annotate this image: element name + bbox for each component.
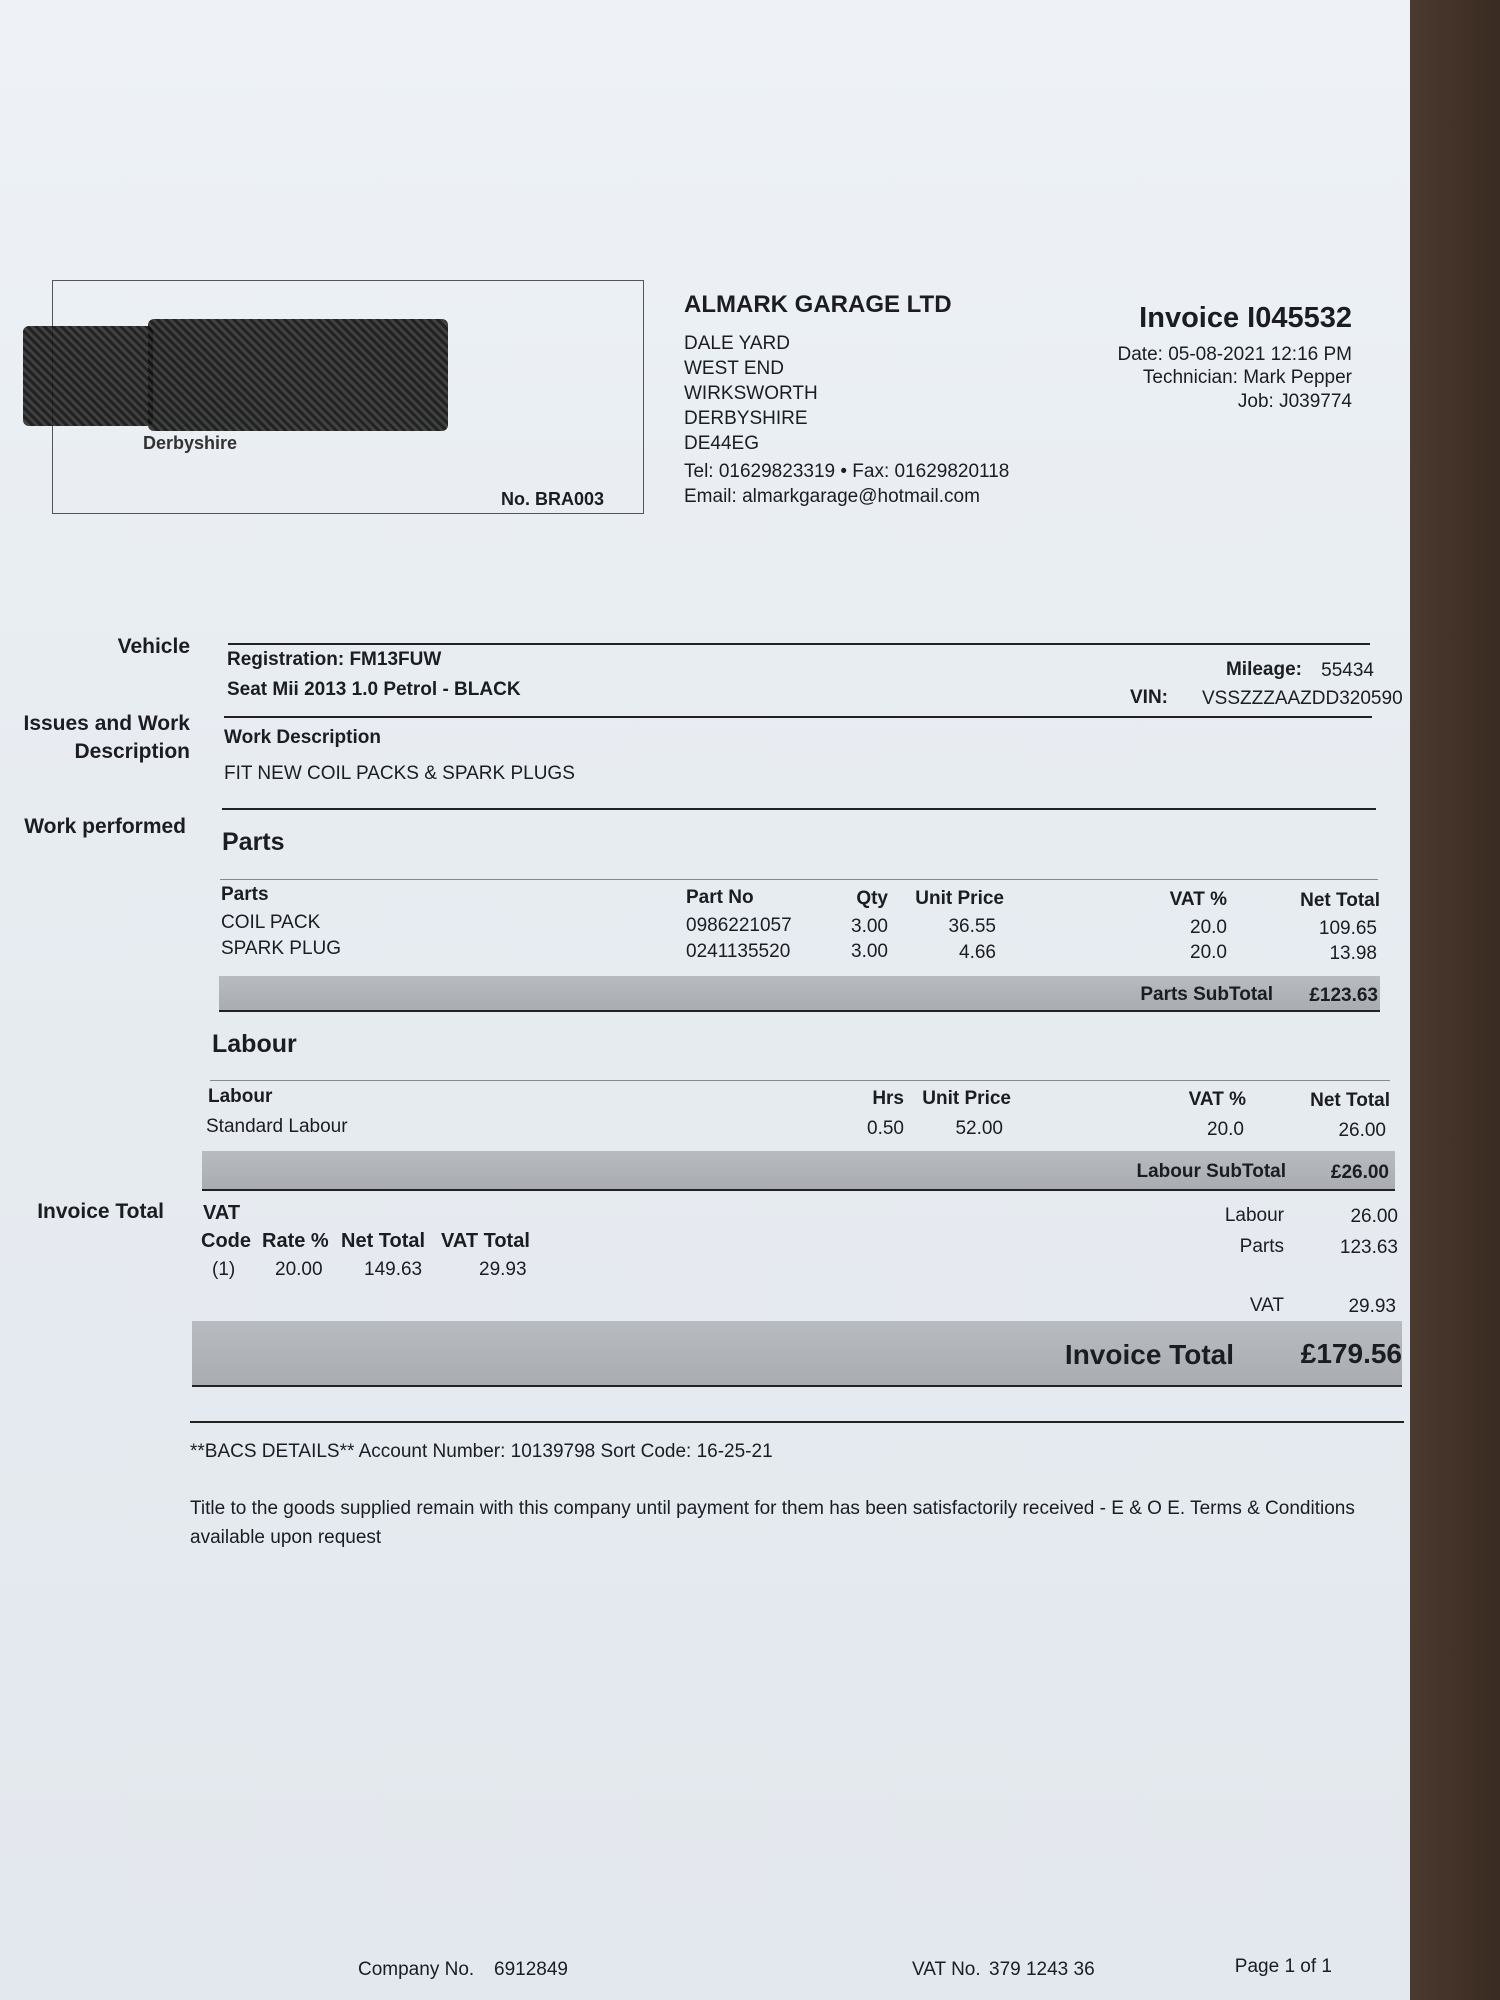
vat-number-label: VAT No.	[912, 1959, 981, 1980]
vat-table-net-header: Net Total	[341, 1230, 426, 1252]
labour-row-1-hrs: 0.50	[867, 1118, 904, 1139]
customer-address-box	[52, 280, 644, 514]
page-number: Page 1 of 1	[1234, 1956, 1332, 1977]
work-description-heading: Work Description	[224, 727, 381, 748]
parts-row-2-net: 13.98	[1329, 943, 1377, 964]
parts-section-title: Parts	[222, 828, 285, 856]
labour-subtotal-label: Labour SubTotal	[1136, 1161, 1286, 1182]
company-number: 6912849	[494, 1959, 568, 1980]
parts-row-1-net: 109.65	[1318, 918, 1377, 939]
parts-row-1-unit-price: 36.55	[948, 916, 996, 937]
vat-table-vat-total-header: VAT Total	[441, 1230, 530, 1252]
customer-county: Derbyshire	[143, 433, 238, 453]
label-work-performed: Work performed	[24, 815, 186, 838]
company-address-line-2: WEST END	[684, 358, 784, 379]
labour-col-net: Net Total	[1310, 1090, 1390, 1111]
work-bottom-rule	[222, 808, 1376, 810]
vehicle-bottom-rule	[224, 716, 1372, 718]
parts-row-2-vat: 20.0	[1190, 942, 1227, 963]
parts-col-net: Net Total	[1300, 890, 1380, 911]
vat-table-code-header: Code	[201, 1230, 251, 1252]
labour-col-name: Labour	[208, 1086, 273, 1107]
company-number-label: Company No.	[358, 1959, 475, 1980]
parts-col-name: Parts	[221, 884, 269, 905]
label-invoice-total: Invoice Total	[37, 1200, 164, 1223]
vat-table-rate-header: Rate %	[262, 1230, 329, 1252]
company-address-line-3: WIRKSWORTH	[684, 383, 818, 404]
label-vehicle: Vehicle	[117, 635, 190, 658]
parts-header-rule	[220, 879, 1378, 880]
vehicle-vin: VSSZZZAAZDD320590	[1202, 688, 1403, 709]
vat-number: 379 1243 36	[989, 1959, 1095, 1980]
totals-labour-label: Labour	[1224, 1205, 1284, 1226]
redacted-customer-address	[148, 319, 448, 431]
invoice-title: Invoice I045532	[1139, 302, 1352, 334]
totals-parts-label: Parts	[1239, 1236, 1284, 1257]
invoice-total-label: Invoice Total	[1064, 1339, 1234, 1370]
parts-row-1-qty: 3.00	[851, 916, 888, 937]
parts-subtotal-value: £123.63	[1309, 985, 1378, 1006]
parts-row-1-part-no: 0986221057	[686, 915, 792, 936]
vat-table-vat-total: 29.93	[479, 1259, 527, 1280]
footer-top-rule	[190, 1421, 1404, 1423]
vat-table-net: 149.63	[364, 1259, 423, 1280]
customer-account-number: No. BRA003	[501, 489, 605, 509]
vehicle-top-rule	[228, 643, 1370, 645]
company-address-line-5: DE44EG	[684, 433, 759, 454]
vehicle-registration: Registration: FM13FUW	[227, 649, 442, 670]
totals-vat-value: 29.93	[1348, 1296, 1396, 1317]
company-address-line-4: DERBYSHIRE	[684, 408, 808, 429]
redacted-customer-name	[23, 326, 153, 426]
parts-col-part-no: Part No	[686, 887, 754, 908]
parts-row-2-unit-price: 4.66	[959, 942, 996, 963]
invoice-total-value: £179.56	[1300, 1338, 1402, 1369]
vehicle-mileage: 55434	[1321, 660, 1374, 681]
vehicle-description: Seat Mii 2013 1.0 Petrol - BLACK	[227, 679, 521, 700]
vat-table-code: (1)	[212, 1259, 236, 1280]
parts-col-unit-price: Unit Price	[915, 888, 1004, 909]
parts-row-2-name: SPARK PLUG	[221, 938, 342, 959]
vat-table-rate: 20.00	[275, 1259, 323, 1280]
vehicle-vin-label: VIN:	[1130, 687, 1168, 708]
parts-subtotal-label: Parts SubTotal	[1140, 984, 1273, 1005]
label-issues: Issues and Work Description	[23, 712, 190, 763]
labour-col-hrs: Hrs	[872, 1088, 904, 1109]
invoice-technician: Technician: Mark Pepper	[1142, 367, 1352, 388]
labour-col-unit-price: Unit Price	[922, 1088, 1011, 1109]
labour-row-1-unit-price: 52.00	[955, 1118, 1003, 1139]
work-description-text: FIT NEW COIL PACKS & SPARK PLUGS	[224, 763, 575, 784]
parts-row-2-part-no: 0241135520	[686, 941, 791, 962]
labour-row-1-vat: 20.0	[1207, 1119, 1244, 1140]
totals-labour-value: 26.00	[1350, 1206, 1398, 1227]
labour-subtotal-value: £26.00	[1330, 1162, 1389, 1183]
company-phone-fax: Tel: 01629823319 • Fax: 01629820118	[684, 461, 1010, 482]
vehicle-mileage-label: Mileage:	[1225, 659, 1302, 680]
company-email: Email: almarkgarage@hotmail.com	[684, 486, 980, 507]
parts-row-1-name: COIL PACK	[221, 912, 321, 933]
parts-row-1-vat: 20.0	[1190, 917, 1227, 938]
labour-section-title: Labour	[212, 1030, 297, 1058]
bacs-details: **BACS DETAILS** Account Number: 10139798 Sort Code: 16-25-21	[190, 1441, 773, 1462]
vat-table-vat-header: VAT	[203, 1202, 241, 1224]
labour-row-1-net: 26.00	[1338, 1120, 1386, 1141]
parts-col-qty: Qty	[856, 888, 888, 909]
company-name: ALMARK GARAGE LTD	[684, 291, 952, 318]
labour-col-vat: VAT %	[1188, 1089, 1246, 1110]
invoice-job: Job: J039774	[1237, 391, 1352, 412]
labour-row-1-name: Standard Labour	[206, 1116, 348, 1137]
labour-header-rule	[210, 1080, 1390, 1081]
parts-col-vat: VAT %	[1169, 889, 1227, 910]
terms-and-conditions: Title to the goods supplied remain with this company until payment for them has been satisfactorily received - E & O E. Terms & Conditions available upon request	[190, 1498, 1355, 1548]
totals-parts-value: 123.63	[1339, 1237, 1398, 1258]
invoice-date: Date: 05-08-2021 12:16 PM	[1117, 344, 1352, 365]
company-address-line-1: DALE YARD	[684, 333, 790, 354]
totals-vat-label: VAT	[1249, 1295, 1284, 1316]
parts-row-2-qty: 3.00	[851, 941, 888, 962]
